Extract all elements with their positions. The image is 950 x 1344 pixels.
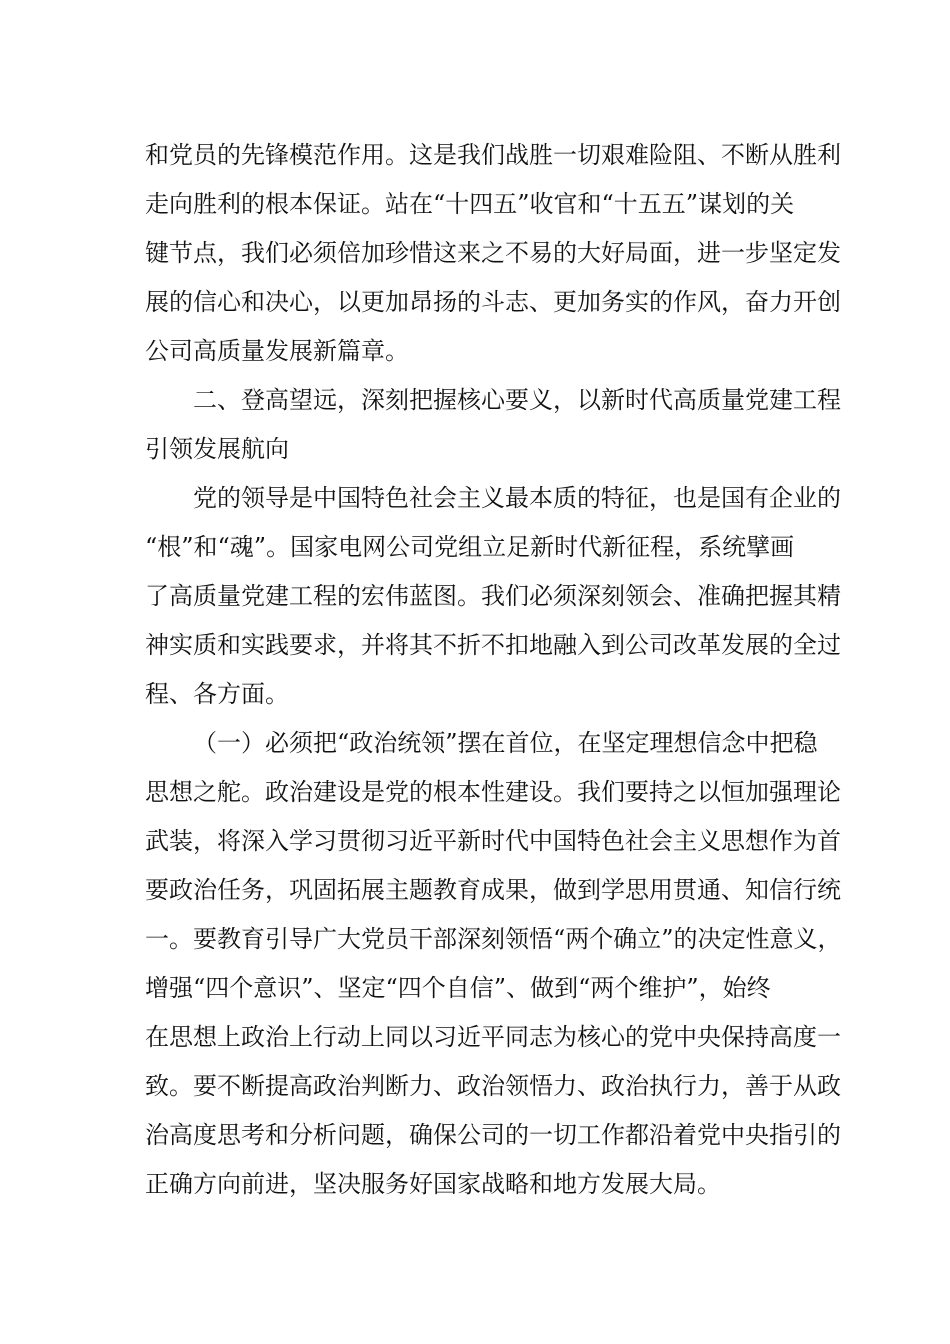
paragraph-continuation bbox=[145, 131, 841, 376]
text-line: “根”和“魂”。国家电网公司党组立足新时代新征程，系统擘画 bbox=[145, 533, 795, 561]
text-line: 致。要不断提高政治判断力、政治领悟力、政治执行力，善于从政 bbox=[145, 1072, 841, 1100]
text-line: 公司高质量发展新篇章。 bbox=[145, 337, 409, 365]
text-line: 要政治任务，巩固拓展主题教育成果，做到学思用贯通、知信行统 bbox=[145, 876, 841, 904]
text-line: 引领发展航向 bbox=[145, 435, 289, 463]
text-line: 思想之舵。政治建设是党的根本性建设。我们要持之以恒加强理论 bbox=[145, 778, 841, 806]
text-line: 了高质量党建工程的宏伟蓝图。我们必须深刻领会、准确把握其精 bbox=[145, 582, 841, 610]
text-line: 在思想上政治上行动上同以习近平同志为核心的党中央保持高度一 bbox=[145, 1023, 841, 1051]
text-line: （一）必须把“政治统领”摆在首位，在坚定理想信念中把稳 bbox=[193, 729, 818, 757]
text-line: 增强“四个意识”、坚定“四个自信”、做到“两个维护”，始终 bbox=[145, 974, 771, 1002]
text-line: 神实质和实践要求，并将其不折不扣地融入到公司改革发展的全过 bbox=[145, 631, 841, 659]
text-line: 一。要教育引导广大党员干部深刻领悟“两个确立”的决定性意义， bbox=[145, 925, 842, 953]
text-line: 和党员的先锋模范作用。这是我们战胜一切艰难险阻、不断从胜利 bbox=[145, 141, 841, 169]
subsection-paragraph bbox=[145, 719, 842, 1209]
text-line: 二、登高望远，深刻把握核心要义，以新时代高质量党建工程 bbox=[193, 386, 841, 414]
text-line: 武装，将深入学习贯彻习近平新时代中国特色社会主义思想作为首 bbox=[145, 827, 841, 855]
text-line: 程、各方面。 bbox=[145, 680, 289, 708]
section-heading bbox=[145, 376, 841, 474]
body-paragraph bbox=[145, 474, 841, 719]
text-line: 治高度思考和分析问题，确保公司的一切工作都沿着党中央指引的 bbox=[145, 1121, 841, 1149]
text-line: 展的信心和决心，以更加昂扬的斗志、更加务实的作风，奋力开创 bbox=[145, 288, 841, 316]
text-line: 走向胜利的根本保证。站在“十四五”收官和“十五五”谋划的关 bbox=[145, 190, 795, 218]
text-line: 键节点，我们必须倍加珍惜这来之不易的大好局面，进一步坚定发 bbox=[145, 239, 841, 267]
text-line: 党的领导是中国特色社会主义最本质的特征，也是国有企业的 bbox=[193, 484, 841, 512]
text-line: 正确方向前进，坚决服务好国家战略和地方发展大局。 bbox=[145, 1170, 721, 1198]
